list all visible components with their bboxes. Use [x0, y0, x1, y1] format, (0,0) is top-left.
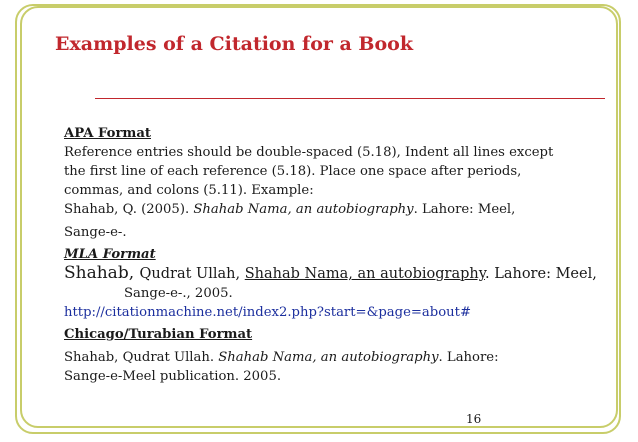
mla-author: Shahab, [64, 263, 140, 283]
apa-example-rest: . Lahore: Meel, [413, 202, 516, 217]
apa-line-2: the first line of each reference (5.18). Place one space after periods, [64, 164, 522, 179]
chicago-book-title: Shahab Nama, an autobiography [218, 350, 439, 365]
mla-rest: . Lahore: Meel, [485, 266, 597, 282]
chicago-citation-line-2: Sange-e-Meel publication. 2005. [64, 369, 282, 384]
citation-content [64, 124, 604, 386]
mla-citation-line-2: Sange-e-., 2005. [124, 286, 233, 301]
page-number: 16 [466, 412, 482, 426]
chicago-citation [64, 348, 604, 367]
chicago-heading: Chicago/Turabian Format [64, 327, 253, 342]
mla-book-title: Shahab Nama, an autobiography [244, 266, 485, 282]
mla-citation [64, 264, 604, 284]
apa-heading: APA Format [64, 126, 151, 141]
chicago-author: Shahab, Qudrat Ullah. [64, 350, 219, 365]
mla-url[interactable]: http://citationmachine.net/index2.php?start=&page=about# [64, 305, 472, 320]
chicago-rest: . Lahore: [438, 350, 499, 365]
apa-example-title: Shahab Nama, an autobiography [193, 202, 414, 217]
title-divider [95, 98, 605, 99]
mla-author-rest: Qudrat Ullah, [139, 266, 245, 282]
slide-title: Examples of a Citation for a Book [55, 33, 414, 55]
apa-example [64, 200, 604, 219]
mla-heading: MLA Format [64, 247, 156, 262]
apa-example-author: Shahab, Q. (2005). [64, 202, 194, 217]
apa-line-3: commas, and colons (5.11). Example: [64, 183, 314, 198]
apa-line-1: Reference entries should be double-spaced (5.18), Indent all lines except [64, 145, 554, 160]
apa-example-line-2: Sange-e-. [64, 225, 127, 240]
